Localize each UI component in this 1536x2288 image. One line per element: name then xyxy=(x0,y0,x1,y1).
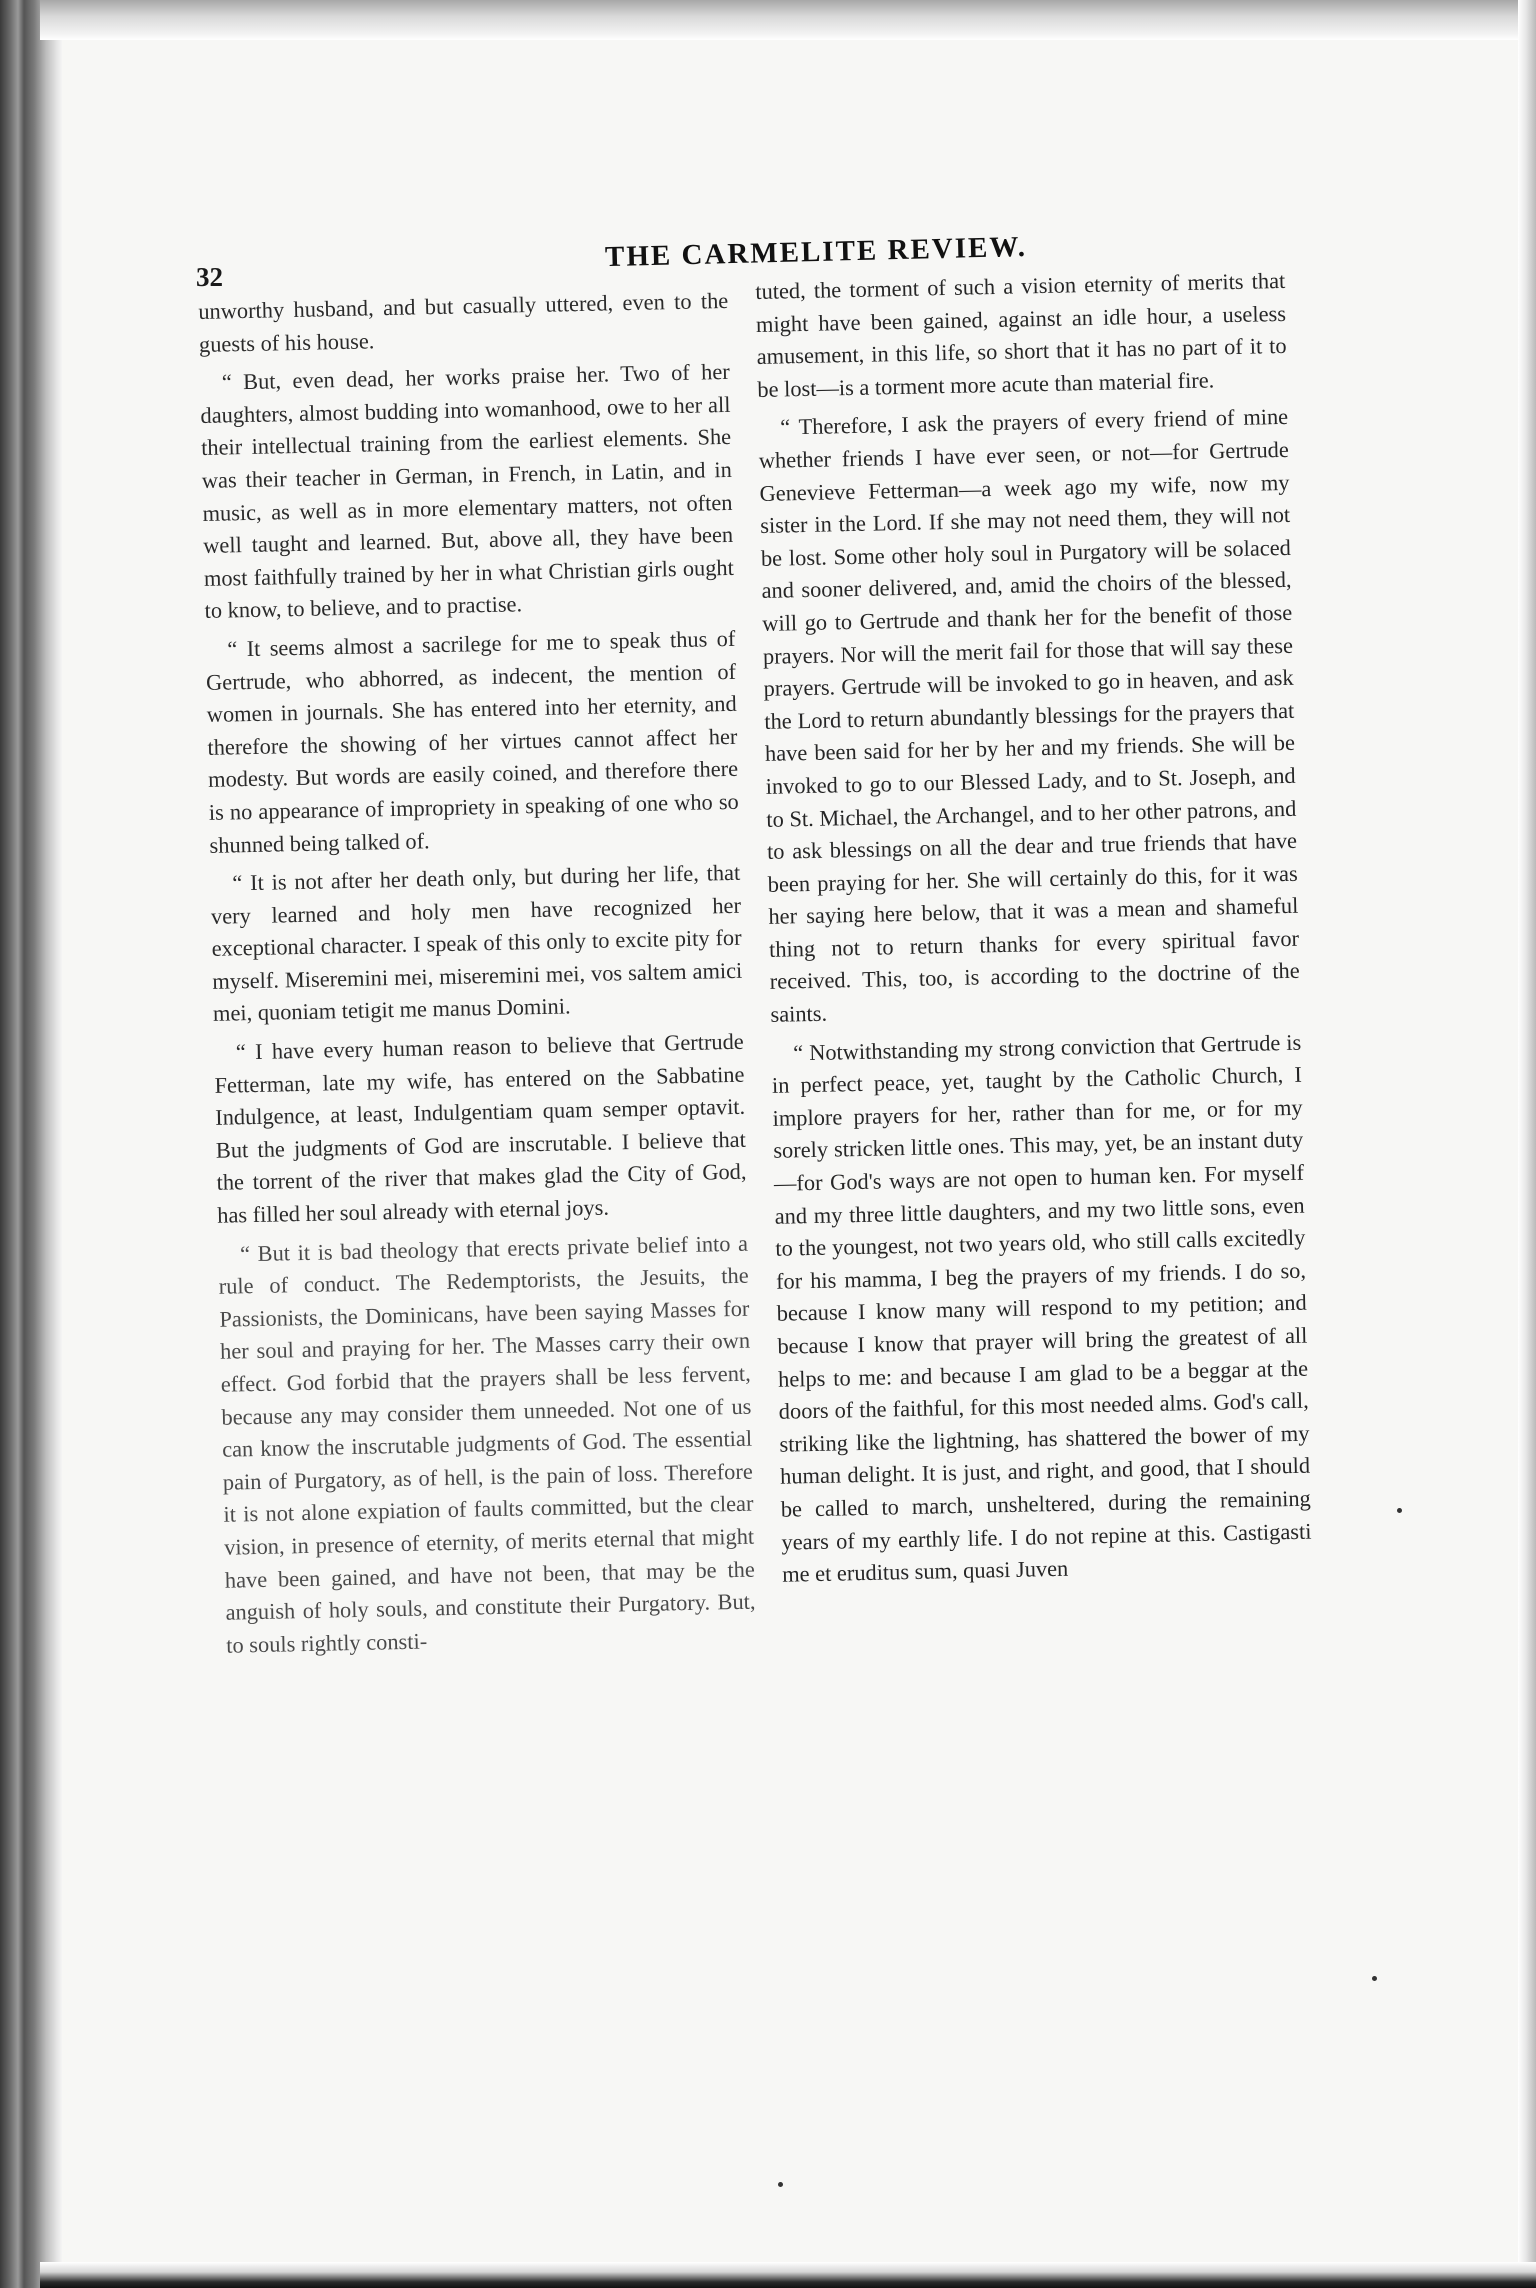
running-title: THE CARMELITE REVIEW. xyxy=(604,230,1028,274)
right-column xyxy=(755,265,1313,1598)
scan-bottom-edge xyxy=(40,2262,1536,2288)
speck-mark xyxy=(1372,1976,1377,1981)
page-number: 32 xyxy=(196,262,223,292)
paragraph: unworthy husband, and but casually uttered, even to the guests of his house. xyxy=(198,287,729,357)
scan-top-edge xyxy=(40,0,1536,40)
paragraph: “ But it is bad theology that erects private belief into a rule of conduct. The Redemptorists, the Jesuits, the Passionists, the Dominicans, have been saying Masses for her soul and praying for her. The Masses carry their own effect. God forbid that the prayers shall be less fervent, because any may consider them unneeded. Not one of us can know the inscrutable judgments of God. The essential pain of Purgatory, as of hell, is the pain of loss. Therefore it is not alone expiation of faults committed, but the clear vision, in presence of eternity, of merits eternal that might have been gained, and have not been, that may be the anguish of holy souls, and constitute their Purgatory. But, to souls rightly consti- xyxy=(218,1230,756,1658)
left-column xyxy=(198,285,757,1668)
paragraph: “ Notwithstanding my strong conviction that Gertrude is in perfect peace, yet, taught by the Catholic Church, I implore prayers for her, rather than for me, or for my sorely stricken little ones. This may, yet, be an instant duty—for God's ways are not open to human ken. For myself and my three little daughters, and my two little sons, even to the youngest, not two years old, who still calls excitedly for his mamma, I beg the prayers of my friends. I do so, because I know many will respond to my petition; and because I know that prayer will bring the greatest of all helps to me: and because I am glad to be a beggar at the doors of the faithful, for this most needed alms. God's call, striking like the lightning, has shattered the bower of my human delight. It is just, and right, and good, that I should be called to march, unsheltered, during the remaining years of my earthly life. I do not repine at this. Castigasti me et eruditus sum, quasi Juven xyxy=(771,1029,1312,1587)
paragraph: “ I have every human reason to believe that Gertrude Fetterman, late my wife, has entered on the Sabbatine Indulgence, at least, Indulgentiam quam semper optavit. But the judgments of God are inscrutable. I believe that the torrent of the river that makes glad the City of God, has filled her soul already with eternal joys. xyxy=(214,1028,747,1228)
speck-mark xyxy=(1397,1508,1402,1513)
paragraph: “ But, even dead, her works praise her. Two of her daughters, almost budding into womanhood, owe to her all their intellectual training from the earliest elements. She was their teacher in German, in French, in Latin, and in music, as well as in more elementary matters, not often well taught and learned. But, above all, they have been most faithfully trained by her in what Christian girls ought to know, to believe, and to practise. xyxy=(200,359,735,624)
paragraph: “ Therefore, I ask the prayers of every friend of mine whether friends I have ever seen, or not—for Gertrude Genevieve Fetterman—a week ago my wife, now my sister in the Lord. If she may not need them, they will not be lost. Some other holy soul in Purgatory will be solaced and sooner delivered, and, amid the choirs of the blessed, will go to Gertrude and thank her for the benefit of those prayers. Nor will the merit fail for those that will say these prayers. Gertrude will be invoked to go in heaven, and ask the Lord to return abundantly blessings for the prayers that have been said for her by her and my friends. She will be invoked to go to our Blessed Lady, and to St. Joseph, and to St. Michael, the Archangel, and to her other patrons, and to ask blessings on all the dear and true friends that have been praying for her. She will certainly do this, for it was her saying here below, that it was a mean and shameful thing not to return thanks for every spiritual favor received. This, too, is according to the doctrine of the saints. xyxy=(758,404,1300,1027)
paragraph: tuted, the torment of such a vision eternity of merits that might have been gained, against an idle hour, a useless amusement, in this life, so short that it has no part of it to be lost—is a torment more acute than material fire. xyxy=(755,267,1287,402)
paragraph: “ It is not after her death only, but during her life, that very learned and holy men have recognized her exceptional character. I speak of this only to excite pity for myself. Miseremini mei, miseremini mei, vos saltem amici mei, quoniam tetigit me manus Domini. xyxy=(210,859,743,1027)
scan-right-edge xyxy=(1518,0,1536,2288)
paragraph: “ It seems almost a sacrilege for me to speak thus of Gertrude, who abhorred, as indecent, the mention of women in journals. She has entered into her eternity, and therefore the showing of her virtues cannot affect her modesty. But words are easily coined, and therefore there is no appearance of impropriety in speaking of one who so shunned being talked of. xyxy=(205,625,739,858)
scan-binding-edge xyxy=(0,0,62,2288)
speck-mark xyxy=(778,2182,783,2187)
